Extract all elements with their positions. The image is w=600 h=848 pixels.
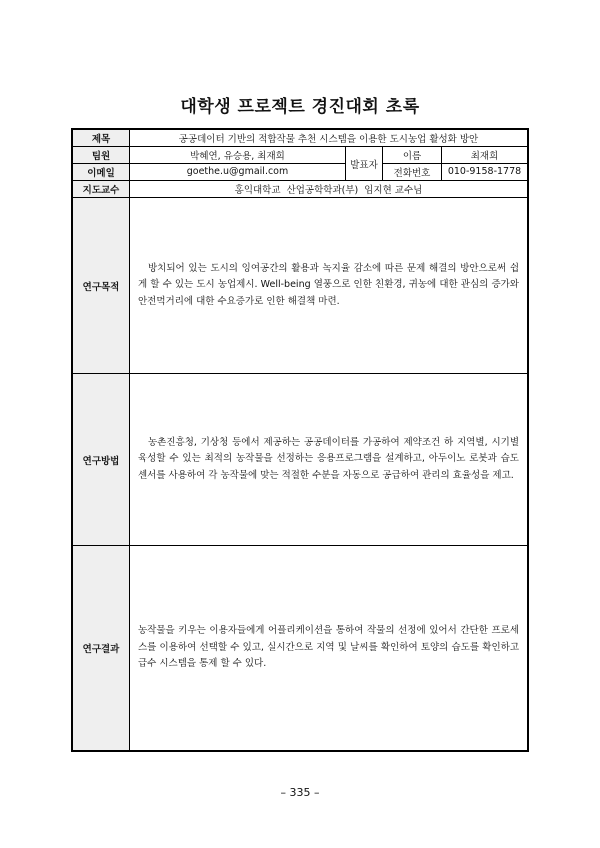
email-label: 이메일 [73,164,130,181]
email-row [73,164,346,181]
purpose-text: 방치되어 있는 도시의 잉여공간의 활용과 녹지율 감소에 따른 문제 해결의 방안으로써 쉽게 할 수 있는 도시 농업제시. Well-being 열풍으로 인한 친환경, 귀농에 대한 관심의 증가와 안전먹거리에 대한 수요증가로 인한 해결책 마련. [138,262,519,307]
method-row [73,374,527,546]
result-label: 연구결과 [73,546,130,750]
presenter-label: 발표자 [346,147,383,180]
page-title: 대학생 프로젝트 경진대회 초록 [180,97,420,117]
subject-value: 공공데이터 기반의 적합작물 추천 시스템을 이용한 도시농업 활성화 방안 [178,134,479,145]
advisor-row [73,181,527,198]
method-text: 농촌진흥청, 기상청 등에서 제공하는 공공데이터를 가공하여 제약조건 하 지역별, 시기별 육성할 수 있는 최적의 농작물을 선정하는 응용프로그램을 설계하고, 아두이노 로봇과 습도 센서를 사용하여 각 농작물에 맞는 적절한 수분을 자동으로 공급하여 관리의 효율성을 제고. [138,436,519,481]
method-label: 연구방법 [73,374,130,545]
advisor-label: 지도교수 [73,181,130,197]
phone-label: 전화번호 [383,164,442,181]
presenter-phone-row [383,164,527,181]
page-number: – 335 – [280,786,320,799]
subject-label: 제목 [73,130,130,146]
team-row [73,147,346,164]
purpose-row [73,198,527,374]
team-label: 팀원 [73,147,130,163]
phone-value: 010-9158-1778 [447,166,522,178]
presenter-name-row [383,147,527,164]
name-label: 이름 [383,147,442,163]
team-email-presenter-block [73,147,527,181]
abstract-form [71,128,529,752]
advisor-value: 홍익대학교 산업공학학과(부) 임지현 교수님 [234,185,423,196]
purpose-label: 연구목적 [73,198,130,373]
name-value: 최재희 [470,150,499,162]
email-value: goethe.u@gmail.com [130,164,346,181]
team-value: 박혜연, 유승용, 최재희 [130,147,346,163]
result-text: 농작물을 키우는 이용자들에게 어플리케이션을 통하여 작물의 선정에 있어서 간단한 프로세스를 이용하여 선택할 수 있고, 실시간으로 지역 및 날씨를 확인하여 토양의 습도를 확인하고 급수 시스템을 통제 할 수 있다. [138,625,519,670]
subject-row [73,130,527,147]
result-row [73,546,527,750]
